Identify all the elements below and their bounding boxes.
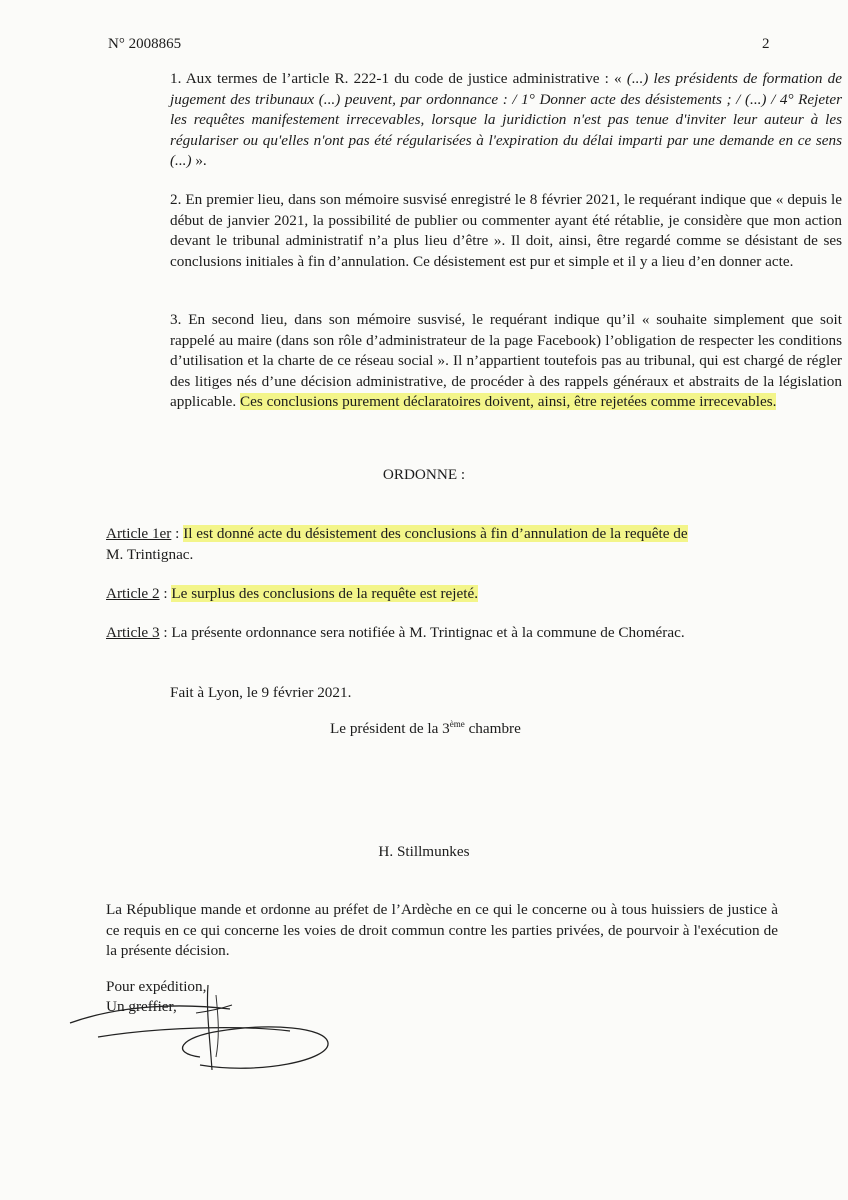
article-label: Article 3 xyxy=(106,624,160,641)
paragraph-3 xyxy=(106,310,842,413)
paragraph-number: 3. xyxy=(170,311,182,328)
paragraph-text: En premier lieu, dans son mémoire susvisé enregistré le 8 février 2021, le requérant indique que « depuis le début de janvier 2021, la possibilité de publier ou commenter ayant été rétablie, je considère que mon action devant le tribunal administratif n’a plus lieu d’être ». Il doit, ainsi, être regardé comme se désistant de ses conclusions initiales à fin d’annulation. Ce désistement est pur et simple et il y a lieu d’en donner acte. xyxy=(170,191,842,270)
paragraph-number: 1. xyxy=(170,70,182,87)
article-2 xyxy=(106,583,786,604)
clerk-line: Un greffier, xyxy=(106,998,177,1015)
highlighted-text: Le surplus des conclusions de la requête est rejeté. xyxy=(171,585,478,602)
signatory-name: H. Stillmunkes xyxy=(378,843,470,860)
president-title xyxy=(330,719,521,738)
article-label: Article 1er xyxy=(106,525,172,542)
president-prefix: Le président de la 3 xyxy=(330,720,450,737)
page-number: 2 xyxy=(762,36,770,52)
president-ordinal: ème xyxy=(449,719,465,729)
article-1 xyxy=(106,523,786,565)
place-date: Fait à Lyon, le 9 février 2021. xyxy=(170,684,352,701)
article-separator: : xyxy=(159,624,172,641)
highlighted-text: Ces conclusions purement déclaratoires doivent, ainsi, être rejetées comme irrecevables. xyxy=(240,393,777,410)
paragraph-intro: Aux termes de l’article R. 222-1 du code de justice administrative : « xyxy=(185,70,622,87)
article-text: M. Trintignac. xyxy=(106,546,194,563)
executory-formula: La République mande et ordonne au préfet de l’Ardèche en ce qui le concerne ou à tous huissiers de justice à ce requis en ce qui concerne les voies de droit commun contre les parties privées, de pourvoir à l'exécution de la présente décision. xyxy=(106,901,778,959)
paragraph-text: En second lieu, dans son mémoire susvisé, le requérant indique qu’il « souhaite simplement que soit rappelé au maire (dans son rôle d’administrateur de la page Facebook) l’obligation de respecter les conditions d’utilisation et la charte de ce réseau social ». Il n’appartient toutefois pas au tribunal, qui est chargé de régler des litiges nés d’une décision administrative, de procéder à des rappels généraux et abstraits de la législation applicable. xyxy=(170,311,842,410)
ordonne-heading: ORDONNE : xyxy=(382,466,466,483)
highlighted-text: Il est donné acte du désistement des conclusions à fin d’annulation de la requête de xyxy=(183,525,688,542)
case-number: N° 2008865 xyxy=(108,36,182,52)
article-3 xyxy=(106,622,786,643)
paragraph-end: ». xyxy=(195,152,207,169)
paragraph-quote: (...) les présidents de formation de jugement des tribunaux (...) peuvent, par ordonnance : / 1° Donner acte des désistements ; / (...) / 4° Rejeter les requêtes manifestement irrecevables, lorsque la juridiction n'est pas tenue d'inviter leur auteur à les régulariser ou qu'elles n'ont pas été régularisées à l'expiration du délai imparti par une demande en ce sens (...) xyxy=(170,70,842,169)
paragraph-1 xyxy=(106,69,842,172)
article-separator: : xyxy=(159,585,172,602)
article-text: La présente ordonnance sera notifiée à M. Trintignac et à la commune de Chomérac. xyxy=(171,624,685,641)
president-suffix: chambre xyxy=(464,720,521,737)
paragraph-2 xyxy=(106,190,842,272)
paragraph-number: 2. xyxy=(170,191,182,208)
article-label: Article 2 xyxy=(106,585,160,602)
article-separator: : xyxy=(171,525,184,542)
handwritten-signature xyxy=(60,965,350,1075)
expedition-line: Pour expédition, xyxy=(106,978,207,995)
